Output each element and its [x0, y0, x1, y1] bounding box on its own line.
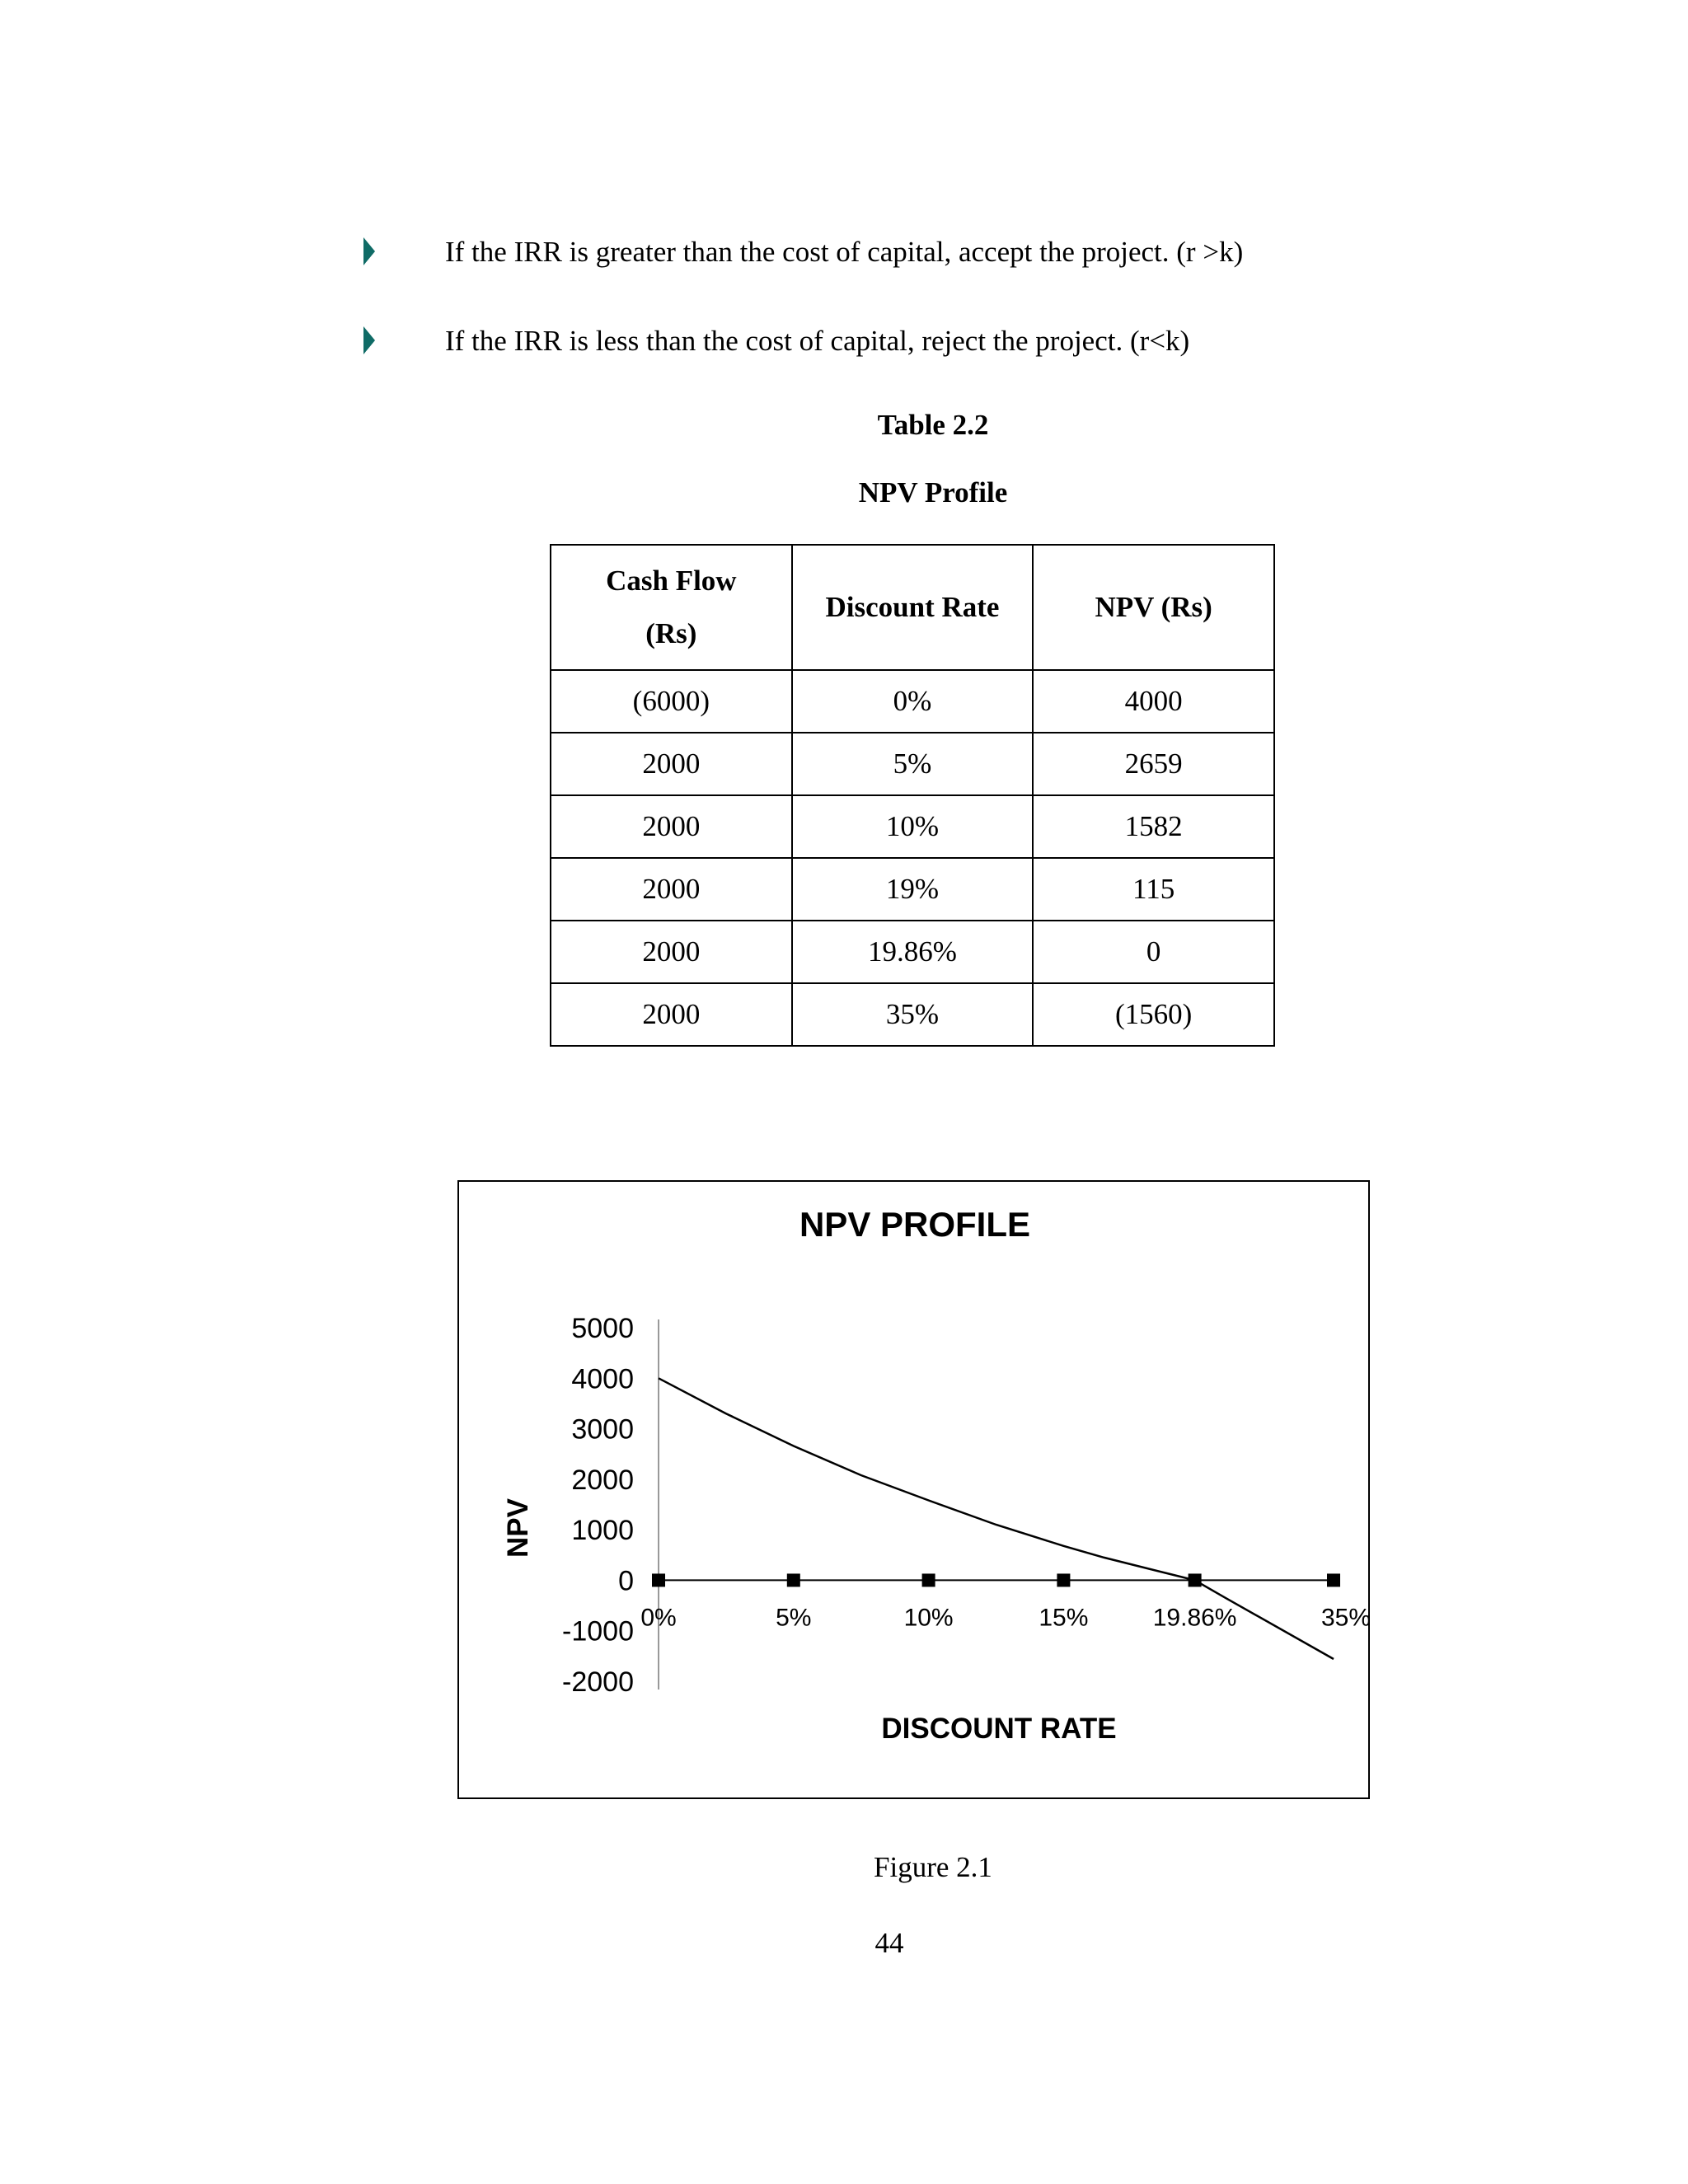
cell-npv: 2659: [1033, 733, 1274, 795]
y-tick-label: 2000: [571, 1464, 634, 1496]
cell-cash-flow: 2000: [551, 983, 792, 1046]
cell-discount-rate: 35%: [792, 983, 1034, 1046]
header-npv: NPV (Rs): [1033, 545, 1274, 670]
header-discount-rate: Discount Rate: [792, 545, 1034, 670]
figure-caption: Figure 2.1: [874, 1851, 992, 1883]
cell-discount-rate: 10%: [792, 795, 1034, 858]
bullet-item: [0, 231, 1688, 280]
cell-npv: (1560): [1033, 983, 1274, 1046]
zero-line-marker: [652, 1573, 665, 1586]
bullet-item: [0, 316, 1688, 366]
table-row: [551, 733, 1274, 795]
cell-discount-rate: 5%: [792, 733, 1034, 795]
cell-cash-flow: 2000: [551, 733, 792, 795]
cell-cash-flow: 2000: [551, 795, 792, 858]
npv-table: [550, 544, 1275, 1047]
y-tick-label: 1000: [571, 1515, 634, 1547]
cell-npv: 0: [1033, 921, 1274, 983]
bullet-text: If the IRR is less than the cost of capital, reject the project. (r<k): [445, 325, 1190, 357]
zero-line-marker: [922, 1573, 935, 1586]
y-tick-label: 0: [618, 1565, 634, 1597]
y-tick-label: 4000: [571, 1363, 634, 1395]
table-header-row: [551, 545, 1274, 670]
y-tick-label: 3000: [571, 1413, 634, 1446]
chart-canvas: [459, 1182, 1372, 1801]
cell-npv: 115: [1033, 858, 1274, 921]
cell-discount-rate: 0%: [792, 670, 1034, 733]
y-tick-labels: [562, 1313, 634, 1698]
zero-line-marker: [1327, 1573, 1340, 1586]
table-row: [551, 921, 1274, 983]
x-tick-label: 15%: [1039, 1604, 1089, 1632]
zero-line-marker: [1057, 1573, 1070, 1586]
x-tick-label: 19.86%: [1152, 1604, 1237, 1632]
cell-cash-flow: (6000): [551, 670, 792, 733]
table-row: [551, 983, 1274, 1046]
cell-discount-rate: 19%: [792, 858, 1034, 921]
y-tick-label: -2000: [562, 1666, 634, 1698]
x-tick-label: 0%: [640, 1604, 677, 1632]
cell-cash-flow: 2000: [551, 858, 792, 921]
bullet-text: If the IRR is greater than the cost of capital, accept the project. (r >k): [445, 236, 1244, 268]
page-number: 44: [874, 1927, 904, 1959]
cell-discount-rate: 19.86%: [792, 921, 1034, 983]
header-cash-flow-line2: (Rs): [645, 617, 697, 649]
bullet-arrow-icon: [363, 326, 375, 354]
cell-npv: 4000: [1033, 670, 1274, 733]
x-tick-label: 5%: [776, 1604, 812, 1632]
table-row: [551, 795, 1274, 858]
table-row: [551, 670, 1274, 733]
table-caption-title: NPV Profile: [858, 476, 1008, 509]
table-row: [551, 858, 1274, 921]
y-axis-title: NPV: [502, 1498, 534, 1558]
zero-line-marker: [787, 1573, 800, 1586]
y-tick-label: -1000: [562, 1615, 634, 1647]
cell-npv: 1582: [1033, 795, 1274, 858]
x-tick-label: 10%: [903, 1604, 954, 1632]
table-caption-number: Table 2.2: [877, 409, 989, 441]
chart-title: NPV PROFILE: [799, 1205, 1031, 1244]
npv-profile-chart: [457, 1180, 1370, 1799]
cell-cash-flow: 2000: [551, 921, 792, 983]
x-tick-label: 35%: [1320, 1604, 1372, 1632]
header-cash-flow-line1: Cash Flow: [606, 565, 737, 597]
x-axis-title: DISCOUNT RATE: [881, 1713, 1117, 1745]
y-tick-label: 5000: [571, 1313, 634, 1344]
header-cash-flow: [551, 545, 792, 670]
bullet-arrow-icon: [363, 237, 375, 265]
